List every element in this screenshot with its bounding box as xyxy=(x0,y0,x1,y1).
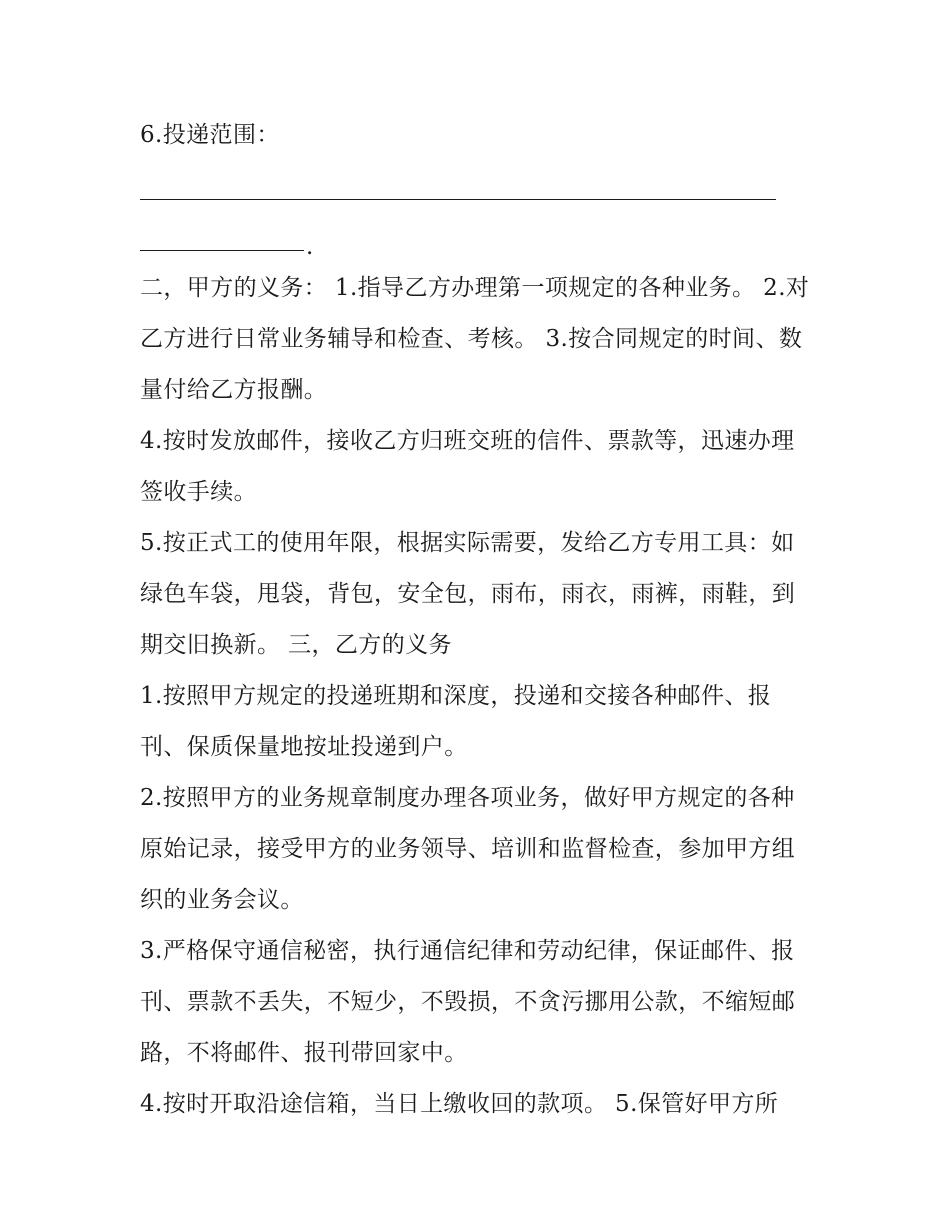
party-a-obligations-paragraph: 二，甲方的义务： 1.指导乙方办理第一项规定的各种业务。 2.对乙方进行日常业务辅导和检查、考核。 3.按合同规定的时间、数量付给乙方报酬。 xyxy=(140,275,810,403)
fill-in-blank-line-2 xyxy=(140,212,812,263)
blank-underline-full xyxy=(140,199,776,200)
party-b-item-2-paragraph: 2.按照甲方的业务规章制度办理各项业务，做好甲方规定的各种原始记录，接受甲方的业务领导、培训和监督检查，参加甲方组织的业务会议。 xyxy=(140,785,796,913)
blank-end-period: . xyxy=(306,234,314,260)
blank-underline-short xyxy=(140,250,304,251)
party-b-item-3-paragraph: 3.严格保守通信秘密，执行通信纪律和劳动纪律，保证邮件、报刊、票款不丢失，不短少，不毁损，不贪污挪用公款，不缩短邮路，不将邮件、报刊带回家中。 xyxy=(140,938,796,1066)
party-b-item-4-5-paragraph: 4.按时开取沿途信箱，当日上缴收回的款项。 5.保管好甲方所 xyxy=(140,1091,779,1117)
party-a-item-4-paragraph: 4.按时发放邮件，接收乙方归班交班的信件、票款等，迅速办理签收手续。 xyxy=(140,428,795,505)
party-b-item-1-paragraph: 1.按照甲方规定的投递班期和深度，投递和交接各种邮件、报刊、保质保量地按址投递到户。 xyxy=(140,683,772,760)
fill-in-blank-line-1 xyxy=(140,161,812,212)
party-a-item-5-paragraph: 5.按正式工的使用年限，根据实际需要，发给乙方专用工具：如绿色车袋，甩袋，背包，安全包，雨布，雨衣，雨裤，雨鞋，到期交旧换新。 三，乙方的义务 xyxy=(140,530,796,658)
item6-delivery-scope-label: 6.投递范围： xyxy=(140,122,280,148)
document-body xyxy=(140,110,812,1130)
